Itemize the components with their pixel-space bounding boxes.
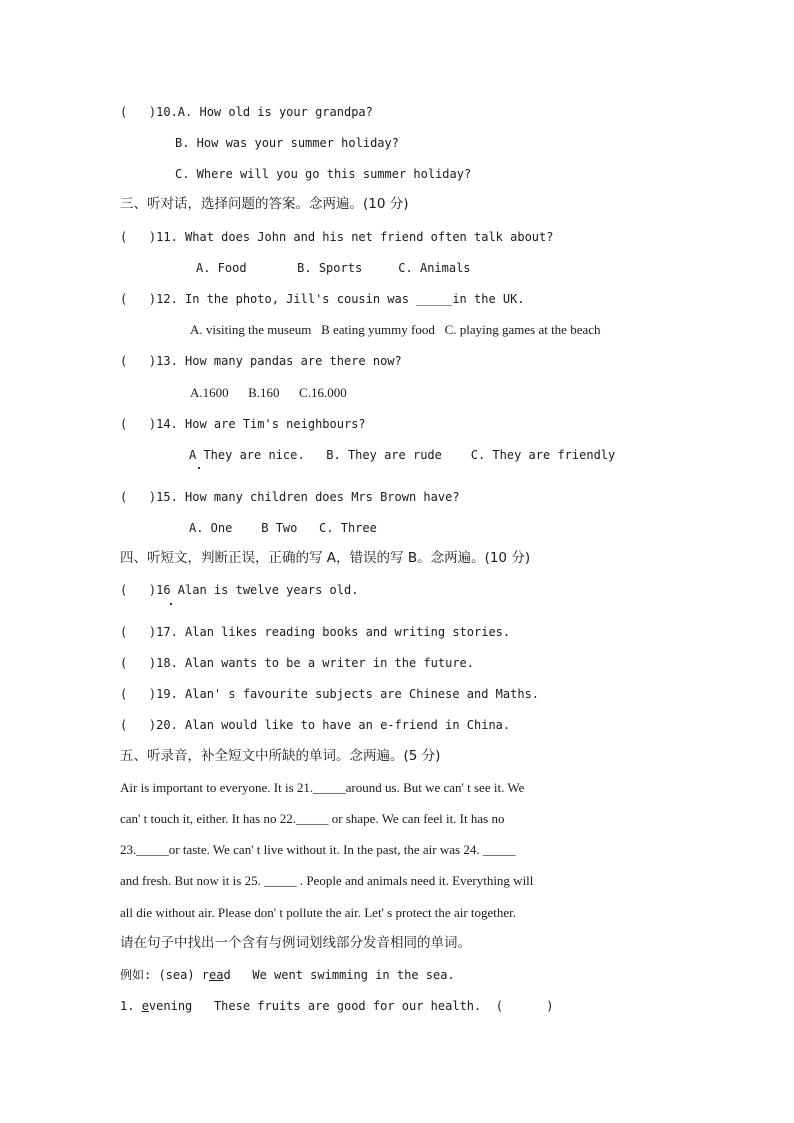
exercise-1-sentence: vening These fruits are good for our health. ( )	[148, 999, 554, 1013]
section-3-heading: 三、听对话，选择问题的答案。念两遍。(10 分)	[120, 196, 409, 212]
section-6-instruction: 请在句子中找出一个含有与例词划线部分发音相同的单词。	[120, 935, 471, 951]
question-14: ( )14. How are Tim's neighbours?	[120, 417, 366, 431]
question-15-options: A. One B Two C. Three	[189, 521, 377, 535]
question-18: ( )18. Alan wants to be a writer in the future.	[120, 656, 475, 670]
question-14-options: A They are nice. B. They are rude C. They are friendly	[189, 448, 616, 462]
example-sentence: d We went swimming in the sea.	[223, 968, 455, 982]
passage-line-2: can' t touch it, either. It has no 22._____ or shape. We can feel it. It has no	[120, 811, 505, 826]
passage-line-5: all die without air. Please don' t pollute the air. Let' s protect the air together.	[120, 905, 517, 920]
section-4-heading: 四、听短文，判断正误，正确的写 A，错误的写 B。念两遍。(10 分)	[120, 550, 531, 566]
section-5-heading: 五、听录音，补全短文中所缺的单词。念两遍。(5 分)	[120, 748, 441, 764]
question-11: ( )11. What does John and his net friend often talk about?	[120, 230, 554, 244]
question-11-options: A. Food B. Sports C. Animals	[196, 261, 471, 275]
question-19: ( )19. Alan' s favourite subjects are Chinese and Maths.	[120, 687, 540, 701]
passage-line-1: Air is important to everyone. It is 21._____around us. But we can' t see it. We	[120, 780, 525, 795]
exercise-1-underlined-letter: e	[141, 999, 149, 1013]
passage-line-3: 23._____or taste. We can' t live without it. In the past, the air was 24. _____	[120, 842, 516, 857]
question-15: ( )15. How many children does Mrs Brown have?	[120, 490, 460, 504]
question-10-b: B. How was your summer holiday?	[175, 136, 399, 150]
stray-dot	[170, 603, 172, 605]
question-13-options: A.1600 B.160 C.16.000	[190, 385, 347, 400]
example-prefix: 例如: (sea) r	[120, 968, 210, 982]
question-17: ( )17. Alan likes reading books and writing stories.	[120, 625, 511, 639]
exercise-1-number: 1.	[120, 999, 142, 1013]
question-20: ( )20. Alan would like to have an e-friend in China.	[120, 718, 511, 732]
example-line	[120, 967, 455, 983]
exercise-1	[120, 998, 554, 1014]
question-13: ( )13. How many pandas are there now?	[120, 354, 402, 368]
question-16: ( )16 Alan is twelve years old.	[120, 583, 359, 597]
example-underlined-letters: ea	[209, 968, 224, 982]
question-10-a: ( )10.A. How old is your grandpa?	[120, 105, 373, 119]
stray-dot	[198, 467, 200, 469]
question-10-c: C. Where will you go this summer holiday?	[175, 167, 472, 181]
question-12-options: A. visiting the museum B eating yummy food C. playing games at the beach	[190, 322, 601, 337]
passage-line-4: and fresh. But now it is 25. _____ . People and animals need it. Everything will	[120, 873, 534, 888]
question-12: ( )12. In the photo, Jill's cousin was _____in the UK.	[120, 292, 525, 306]
